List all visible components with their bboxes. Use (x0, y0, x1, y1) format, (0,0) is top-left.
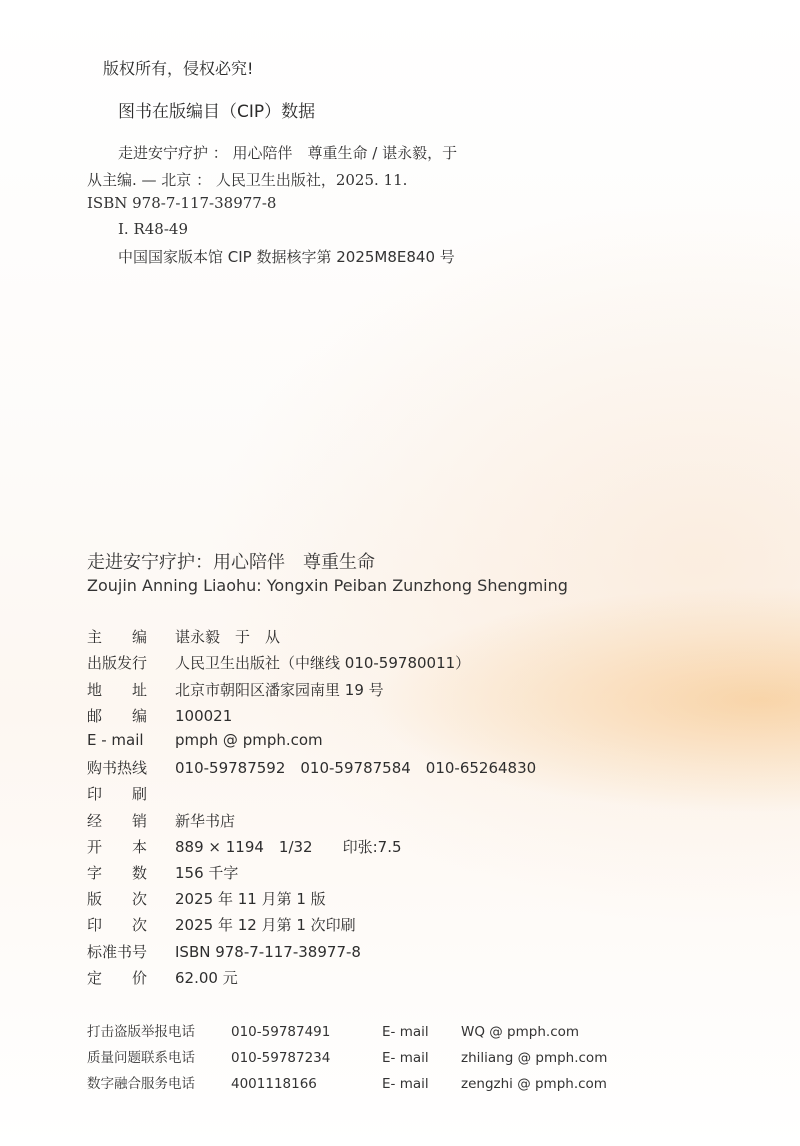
contact-label: 打击盗版举报电话 (87, 1024, 195, 1040)
info-value: 北京市朝阳区潘家园南里 19 号 (175, 681, 384, 699)
contact-email: zhiliang @ pmph.com (461, 1050, 608, 1066)
cip-record-number: 中国国家版本馆 CIP 数据核字第 2025M8E840 号 (118, 248, 455, 266)
info-value: 2025 年 11 月第 1 版 (175, 890, 326, 908)
book-pinyin-title: Zoujin Anning Liaohu: Yongxin Peiban Zunzhong Shengming (87, 576, 568, 595)
contact-email: zengzhi @ pmph.com (461, 1076, 607, 1092)
cip-classification: Ⅰ. R48-49 (118, 220, 188, 238)
info-label: 印 刷 (87, 785, 148, 803)
info-label: 版 次 (87, 890, 148, 908)
info-label: 字 数 (87, 864, 148, 882)
info-label: 邮 编 (87, 707, 148, 725)
info-label: 地 址 (87, 681, 148, 699)
info-value: 2025 年 12 月第 1 次印刷 (175, 916, 356, 934)
info-label: 出版发行 (87, 654, 148, 672)
info-value: 100021 (175, 707, 233, 725)
info-value: 人民卫生出版社（中继线 010-59780011） (175, 654, 471, 672)
contact-label: 数字融合服务电话 (87, 1076, 195, 1092)
info-label: 经 销 (87, 812, 148, 830)
info-label: E - mail (87, 731, 144, 749)
contact-phone: 010-59787491 (231, 1024, 331, 1040)
info-row-word-count (87, 862, 238, 883)
copyright-notice: 版权所有，侵权必究! (103, 59, 254, 78)
info-label: 购书热线 (87, 759, 148, 777)
contact-email-label: E- mail (382, 1050, 429, 1066)
info-row-format (87, 836, 402, 857)
info-value: 62.00 元 (175, 969, 238, 987)
info-row-edition (87, 888, 326, 909)
contact-phone: 4001118166 (231, 1076, 317, 1092)
cip-heading: 图书在版编目（CIP）数据 (118, 102, 316, 122)
info-label: 标准书号 (87, 943, 148, 961)
info-label: 印 次 (87, 916, 148, 934)
info-row-publisher (87, 652, 470, 673)
info-row-printing (87, 914, 356, 935)
cip-isbn: ISBN 978-7-117-38977-8 (87, 194, 277, 212)
info-row-distributor (87, 810, 235, 831)
info-row-editor (87, 626, 280, 647)
contact-email-label: E- mail (382, 1024, 429, 1040)
info-value: 新华书店 (175, 812, 236, 830)
info-row-postcode (87, 705, 232, 726)
book-title: 走进安宁疗护：用心陪伴 尊重生命 (87, 552, 375, 573)
info-label: 定 价 (87, 969, 148, 987)
contact-row-quality (87, 1046, 607, 1066)
info-row-address (87, 679, 384, 700)
contact-row-digital-service (87, 1072, 607, 1092)
info-row-hotline (87, 757, 536, 778)
contact-email-label: E- mail (382, 1076, 429, 1092)
info-row-isbn (87, 941, 361, 962)
contact-email: WQ @ pmph.com (461, 1024, 580, 1040)
cip-line-2: 从主编. — 北京 ： 人民卫生出版社，2025. 11. (87, 171, 408, 189)
info-value: 156 千字 (175, 864, 239, 882)
info-row-email (87, 731, 323, 749)
info-value: 谌永毅 于 从 (175, 628, 281, 646)
contact-label: 质量问题联系电话 (87, 1050, 195, 1066)
cip-line-1: 走进安宁疗护 ： 用心陪伴 尊重生命 / 谌永毅，于 (118, 144, 458, 162)
info-label: 开 本 (87, 838, 148, 856)
info-value: 889 × 1194 1/32 印张:7.5 (175, 838, 402, 856)
contact-phone: 010-59787234 (231, 1050, 331, 1066)
info-row-price (87, 967, 238, 988)
contact-row-anti-piracy (87, 1020, 579, 1040)
info-value: pmph @ pmph.com (175, 731, 323, 749)
info-label: 主 编 (87, 628, 148, 646)
info-row-printer (87, 783, 175, 804)
info-value: 010-59787592 010-59787584 010-65264830 (175, 759, 537, 777)
info-value: ISBN 978-7-117-38977-8 (175, 943, 361, 961)
